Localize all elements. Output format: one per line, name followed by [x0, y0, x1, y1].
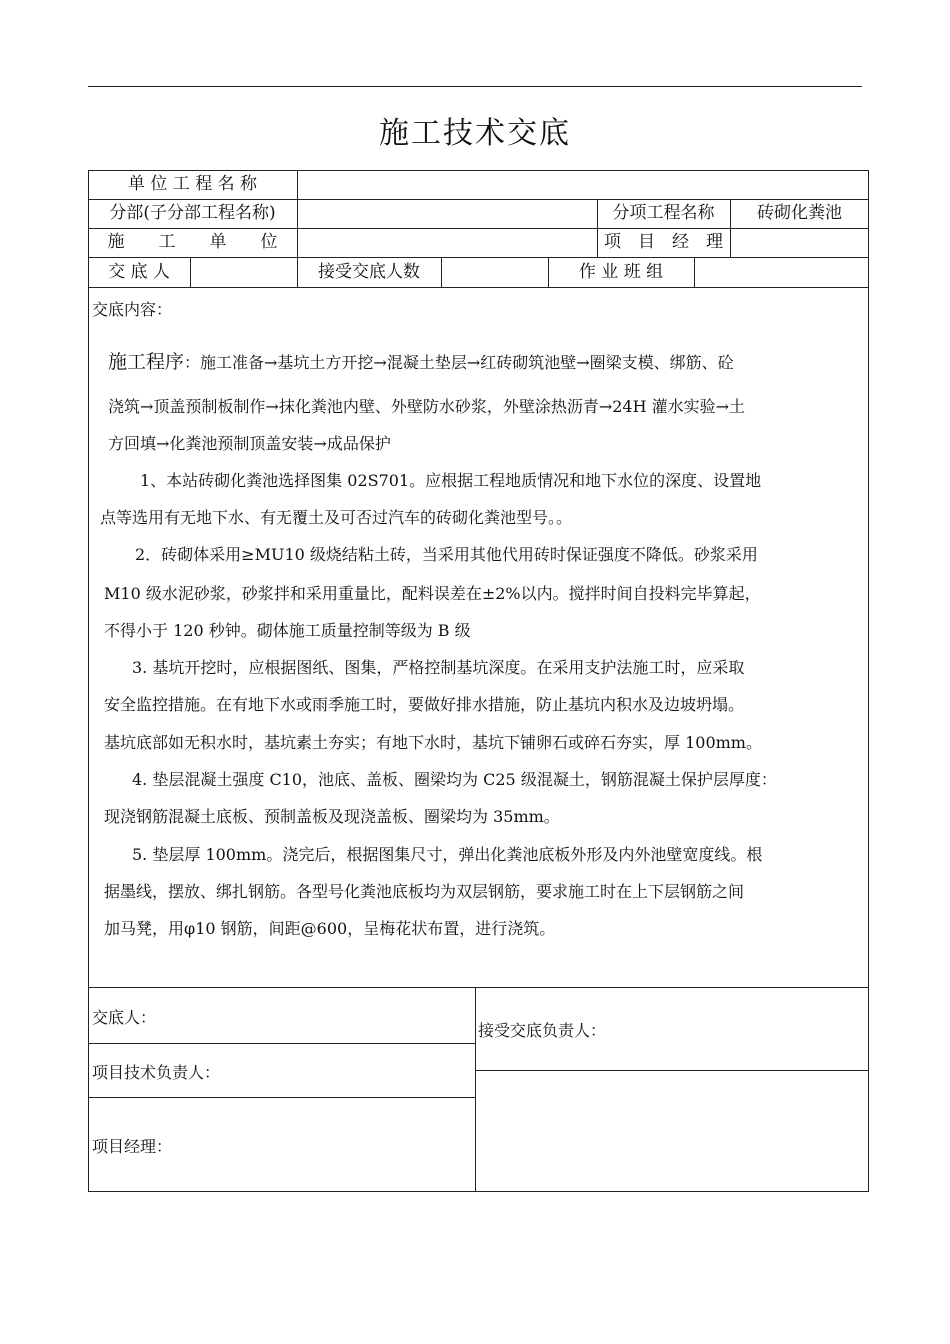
unit-project-label: 单 位 工 程 名 称 [127, 174, 258, 194]
para-4-line-2: 现浇钢筋混凝土底板、预制盖板及现浇盖板、圈梁均为 35mm。 [104, 807, 560, 826]
procedure-line-1 [108, 352, 734, 373]
sub-item-label: 分项工程名称 [612, 203, 715, 223]
receiver-lead-signature: 接受交底负责人： [478, 1021, 607, 1040]
sub-item-value: 砖砌化粪池 [757, 203, 842, 223]
construction-unit-label: 施 工 单 位 [107, 232, 278, 252]
para-5-line-2: 据墨线，摆放、绑扎钢筋。各型号化粪池底板均为双层钢筋，要求施工时在上下层钢筋之间 [104, 882, 745, 901]
work-team-label: 作 业 班 组 [578, 262, 664, 282]
project-manager-signature: 项目经理： [92, 1137, 173, 1156]
sub-division-label: 分部(子分部工程名称) [109, 203, 276, 223]
para-1-line-2: 点等选用有无地下水、有无覆土及可否过汽车的砖砌化粪池型号。。 [100, 508, 573, 527]
procedure-line-3: 方回填→化粪池预制顶盖安装→成品保护 [108, 434, 391, 453]
project-manager-label: 项 目 经 理 [604, 232, 723, 252]
procedure-line-2: 浇筑→顶盖预制板制作→抹化粪池内壁、外壁防水砂浆，外壁涂热沥青→24H 灌水实验→土 [108, 397, 746, 416]
para-2-line-2: M10 级水泥砂浆，砂浆拌和采用重量比，配料误差在±2%以内。搅拌时间自投料完毕算起， [104, 584, 761, 603]
para-3-line-3: 基坑底部如无积水时，基坑素土夯实；有地下水时，基坑下铺卵石或碎石夯实，厚 100mm。 [104, 733, 762, 752]
receiver-count-label: 接受交底人数 [318, 262, 420, 282]
para-3-line-1: 3. 基坑开挖时，应根据图纸、图集，严格控制基坑深度。在采用支护法施工时，应采取 [132, 658, 745, 677]
discloser-label: 交 底 人 [108, 262, 170, 282]
discloser-signature: 交底人： [92, 1008, 157, 1027]
content-heading: 交底内容： [92, 300, 173, 319]
top-rule [88, 86, 862, 87]
para-1-line-1: 1、本站砖砌化粪池选择图集 02S701。应根据工程地质情况和地下水位的深度、设置地 [140, 471, 762, 490]
tech-lead-signature: 项目技术负责人： [92, 1063, 221, 1082]
para-2-line-1: 2．砖砌体采用≥MU10 级烧结粘土砖，当采用其他代用砖时保证强度不降低。砂浆采用 [135, 545, 758, 564]
para-4-line-1: 4. 垫层混凝土强度 C10，池底、盖板、圈梁均为 C25 级混凝土，钢筋混凝土保护层厚度： [132, 770, 777, 789]
para-3-line-2: 安全监控措施。在有地下水或雨季施工时，要做好排水措施，防止基坑内积水及边坡坍塌。 [104, 695, 745, 714]
procedure-text-1: ：施工准备→基坑土方开挖→混凝土垫层→红砖砌筑池壁→圈梁支模、绑筋、砼 [184, 353, 734, 372]
para-5-line-3: 加马凳，用φ10 钢筋，间距@600，呈梅花状布置，进行浇筑。 [104, 919, 556, 938]
para-5-line-1: 5. 垫层厚 100mm。浇完后，根据图集尺寸，弹出化粪池底板外形及内外池壁宽度线。根 [132, 845, 763, 864]
para-2-line-3: 不得小于 120 秒钟。砌体施工质量控制等级为 B 级 [104, 621, 471, 640]
page-title: 施工技术交底 [379, 116, 571, 151]
procedure-label: 施工程序 [108, 351, 185, 373]
